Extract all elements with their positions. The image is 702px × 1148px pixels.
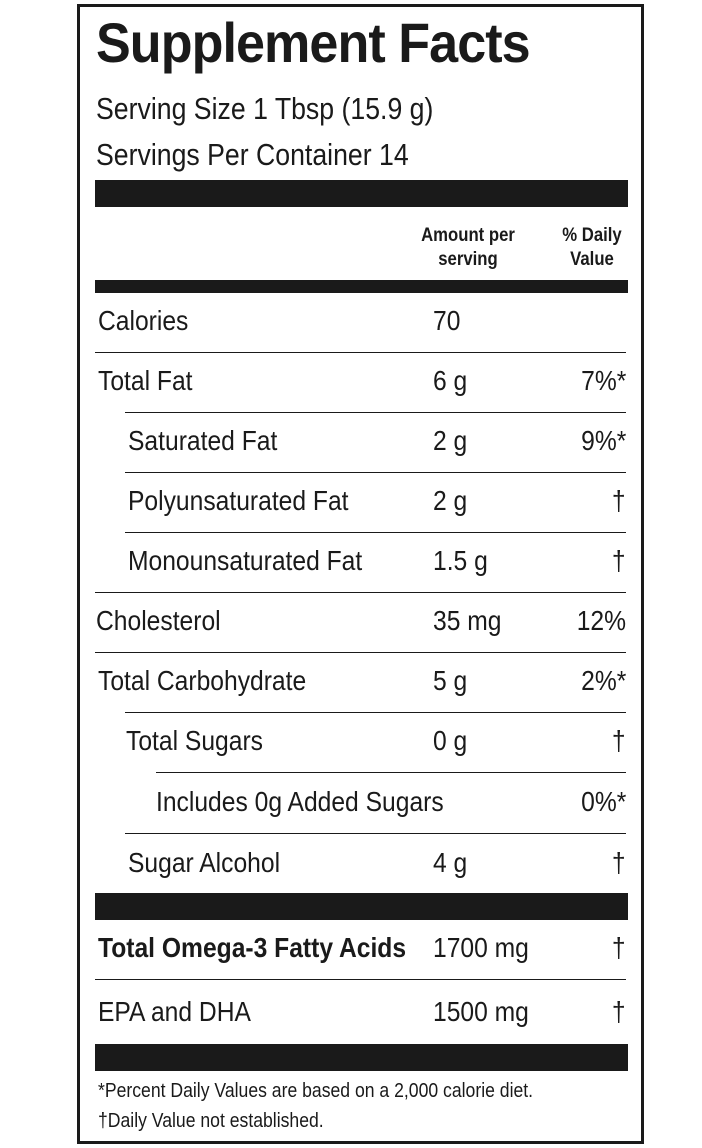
nutrient-name: Total Sugars — [126, 725, 263, 756]
nutrient-daily-value: 12% — [576, 605, 626, 636]
thick-divider-footer — [95, 1044, 628, 1071]
nutrient-amount: 70 — [433, 305, 461, 336]
nutrient-row — [80, 533, 641, 593]
nutrient-amount: 6 g — [433, 365, 468, 396]
nutrient-daily-value: † — [612, 545, 626, 576]
servings-per-container: Servings Per Container 14 — [96, 137, 409, 172]
footnote-percent-dv: *Percent Daily Values are based on a 2,000 calorie diet. — [98, 1080, 534, 1102]
nutrient-daily-value: † — [612, 485, 626, 516]
nutrient-row — [80, 293, 641, 353]
omega-name: Total Omega-3 Fatty Acids — [98, 932, 407, 963]
omega-daily-value: † — [612, 996, 626, 1027]
nutrient-name: Cholesterol — [96, 605, 221, 636]
nutrient-amount: 35 mg — [433, 605, 502, 636]
dv-header-line2: Value — [570, 248, 614, 270]
thick-divider-header — [95, 280, 628, 293]
nutrient-name: Monounsaturated Fat — [128, 545, 363, 576]
row-divider — [156, 772, 626, 774]
footnote-dv-not-established: †Daily Value not established. — [98, 1110, 324, 1132]
nutrient-daily-value: † — [612, 847, 626, 878]
nutrient-amount: 4 g — [433, 847, 468, 878]
serving-size: Serving Size 1 Tbsp (15.9 g) — [96, 91, 434, 126]
nutrient-name: Saturated Fat — [128, 425, 278, 456]
row-divider — [125, 833, 626, 835]
amount-per-serving-header — [415, 224, 521, 272]
thick-divider-top — [95, 180, 628, 207]
nutrient-amount: 1.5 g — [433, 545, 488, 576]
nutrient-daily-value: 0%* — [580, 786, 626, 817]
nutrient-daily-value: 9%* — [580, 425, 626, 456]
nutrient-name: Polyunsaturated Fat — [128, 485, 349, 516]
amount-header-line2: serving — [438, 248, 498, 270]
daily-value-header — [557, 224, 627, 272]
nutrient-daily-value: † — [612, 725, 626, 756]
nutrient-row — [80, 473, 641, 533]
omega-row — [80, 920, 641, 980]
nutrient-name: Total Fat — [98, 365, 193, 396]
nutrient-amount: 0 g — [433, 725, 468, 756]
omega-daily-value: † — [612, 932, 626, 963]
nutrient-daily-value: 2%* — [580, 665, 626, 696]
omega-row — [80, 980, 641, 1044]
omega-name: EPA and DHA — [98, 996, 251, 1027]
nutrient-amount: 2 g — [433, 425, 468, 456]
nutrient-row — [80, 413, 641, 473]
omega-amount: 1700 mg — [433, 932, 529, 963]
nutrient-name: Sugar Alcohol — [128, 847, 281, 878]
omega-amount: 1500 mg — [433, 996, 529, 1027]
nutrient-amount: 2 g — [433, 485, 468, 516]
amount-header-line1: Amount per — [421, 225, 515, 246]
nutrient-name: Calories — [98, 305, 189, 336]
supplement-facts-panel — [77, 4, 644, 1144]
nutrient-row — [80, 713, 641, 773]
nutrient-row — [80, 774, 641, 834]
nutrient-row — [80, 835, 641, 893]
thick-divider-omega — [95, 893, 628, 920]
nutrient-amount: 5 g — [433, 665, 468, 696]
nutrient-name: Total Carbohydrate — [98, 665, 307, 696]
nutrient-row — [80, 593, 641, 653]
nutrient-row — [80, 353, 641, 413]
dv-header-line1: % Daily — [562, 225, 622, 246]
panel-title: Supplement Facts — [96, 11, 530, 74]
nutrient-row — [80, 653, 641, 713]
nutrient-name: Includes 0g Added Sugars — [156, 786, 444, 817]
nutrient-daily-value: 7%* — [580, 365, 626, 396]
